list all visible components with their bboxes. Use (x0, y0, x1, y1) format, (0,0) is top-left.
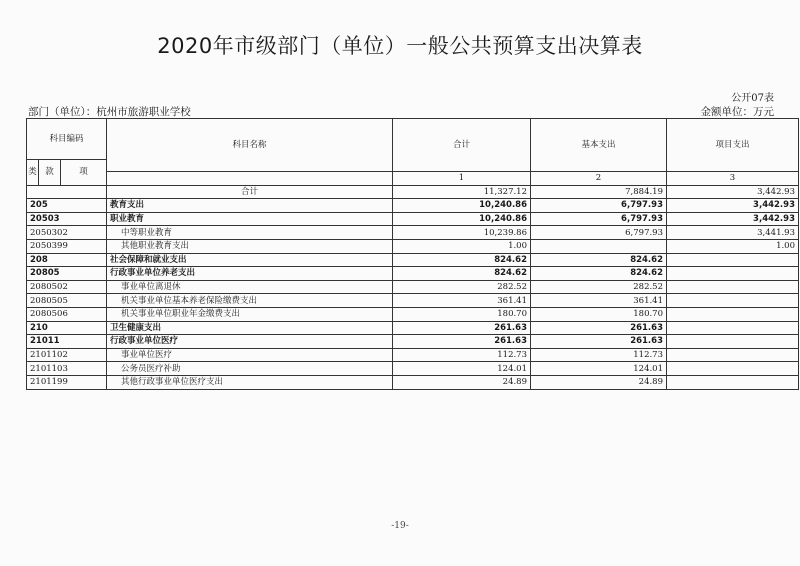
header-col-2: 2 (531, 172, 667, 186)
row-total: 10,240.86 (393, 199, 531, 213)
total-project: 3,442.93 (667, 185, 799, 199)
row-name: 职业教育 (107, 212, 393, 226)
row-name: 行政事业单位养老支出 (107, 267, 393, 281)
row-basic: 261.63 (531, 321, 667, 335)
row-project (667, 253, 799, 267)
table-row (27, 307, 799, 321)
row-name: 其他行政事业单位医疗支出 (107, 375, 393, 389)
table-row (27, 253, 799, 267)
row-name: 机关事业单位职业年金缴费支出 (107, 307, 393, 321)
row-name: 教育支出 (107, 199, 393, 213)
row-project (667, 294, 799, 308)
row-project: 3,442.93 (667, 212, 799, 226)
department-label: 部门（单位）：杭州市旅游职业学校 (28, 106, 191, 118)
row-total: 361.41 (393, 294, 531, 308)
row-name: 公务员医疗补助 (107, 362, 393, 376)
row-name: 行政事业单位医疗 (107, 335, 393, 349)
row-basic: 824.62 (531, 253, 667, 267)
table-row (27, 199, 799, 213)
row-total: 824.62 (393, 267, 531, 281)
table-row (27, 321, 799, 335)
row-project: 3,441.93 (667, 226, 799, 240)
row-total: 24.89 (393, 375, 531, 389)
header-empty (107, 172, 393, 186)
total-row (27, 185, 799, 199)
row-basic (531, 239, 667, 253)
row-project (667, 307, 799, 321)
table-row (27, 294, 799, 308)
table-row (27, 239, 799, 253)
row-code: 2080502 (27, 280, 107, 294)
page-number: -19- (391, 521, 409, 531)
table-row (27, 335, 799, 349)
row-total: 10,239.86 (393, 226, 531, 240)
row-basic: 282.52 (531, 280, 667, 294)
header-xiang: 项 (61, 160, 107, 186)
header-col-1: 1 (393, 172, 531, 186)
table-row (27, 226, 799, 240)
row-code: 20805 (27, 267, 107, 281)
row-total: 180.70 (393, 307, 531, 321)
row-project (667, 267, 799, 281)
row-name: 卫生健康支出 (107, 321, 393, 335)
row-code: 208 (27, 253, 107, 267)
row-code: 2101199 (27, 375, 107, 389)
row-total: 261.63 (393, 335, 531, 349)
row-basic: 124.01 (531, 362, 667, 376)
row-code: 2050399 (27, 239, 107, 253)
total-basic: 7,884.19 (531, 185, 667, 199)
table-row (27, 348, 799, 362)
row-basic: 180.70 (531, 307, 667, 321)
header-subject-code: 科目编码 (27, 119, 107, 160)
header-total: 合计 (393, 119, 531, 172)
row-code: 2080506 (27, 307, 107, 321)
total-total: 11,327.12 (393, 185, 531, 199)
row-total: 824.62 (393, 253, 531, 267)
row-project: 1.00 (667, 239, 799, 253)
row-project (667, 362, 799, 376)
amount-unit: 金额单位：万元 (700, 106, 774, 118)
row-name: 机关事业单位基本养老保险缴费支出 (107, 294, 393, 308)
row-basic: 6,797.93 (531, 226, 667, 240)
row-basic: 261.63 (531, 335, 667, 349)
table-row (27, 267, 799, 281)
row-basic: 24.89 (531, 375, 667, 389)
row-name: 社会保障和就业支出 (107, 253, 393, 267)
form-number: 公开07表 (731, 93, 774, 104)
row-total: 112.73 (393, 348, 531, 362)
row-total: 282.52 (393, 280, 531, 294)
header-basic: 基本支出 (531, 119, 667, 172)
total-label: 合计 (107, 185, 393, 199)
header-project: 项目支出 (667, 119, 799, 172)
header-lei: 类 (27, 160, 39, 186)
table-row (27, 375, 799, 389)
table-row (27, 280, 799, 294)
table-row (27, 362, 799, 376)
row-name: 事业单位离退休 (107, 280, 393, 294)
row-total: 124.01 (393, 362, 531, 376)
row-total: 1.00 (393, 239, 531, 253)
page-title: 2020年市级部门（单位）一般公共预算支出决算表 (157, 34, 643, 58)
row-basic: 112.73 (531, 348, 667, 362)
header-kuan: 款 (39, 160, 61, 186)
row-code: 2101103 (27, 362, 107, 376)
row-project (667, 280, 799, 294)
row-name: 事业单位医疗 (107, 348, 393, 362)
row-project (667, 348, 799, 362)
row-basic: 824.62 (531, 267, 667, 281)
row-project (667, 375, 799, 389)
row-code: 20503 (27, 212, 107, 226)
row-code: 2050302 (27, 226, 107, 240)
row-code: 2101102 (27, 348, 107, 362)
row-name: 其他职业教育支出 (107, 239, 393, 253)
row-code: 2080505 (27, 294, 107, 308)
budget-table (26, 118, 799, 390)
row-basic: 361.41 (531, 294, 667, 308)
row-name: 中等职业教育 (107, 226, 393, 240)
row-project (667, 321, 799, 335)
header-subject-name: 科目名称 (107, 119, 393, 172)
row-basic: 6,797.93 (531, 212, 667, 226)
row-code: 210 (27, 321, 107, 335)
row-project: 3,442.93 (667, 199, 799, 213)
table-row (27, 212, 799, 226)
row-basic: 6,797.93 (531, 199, 667, 213)
row-total: 261.63 (393, 321, 531, 335)
row-code: 21011 (27, 335, 107, 349)
row-total: 10,240.86 (393, 212, 531, 226)
row-project (667, 335, 799, 349)
header-col-3: 3 (667, 172, 799, 186)
row-code: 205 (27, 199, 107, 213)
